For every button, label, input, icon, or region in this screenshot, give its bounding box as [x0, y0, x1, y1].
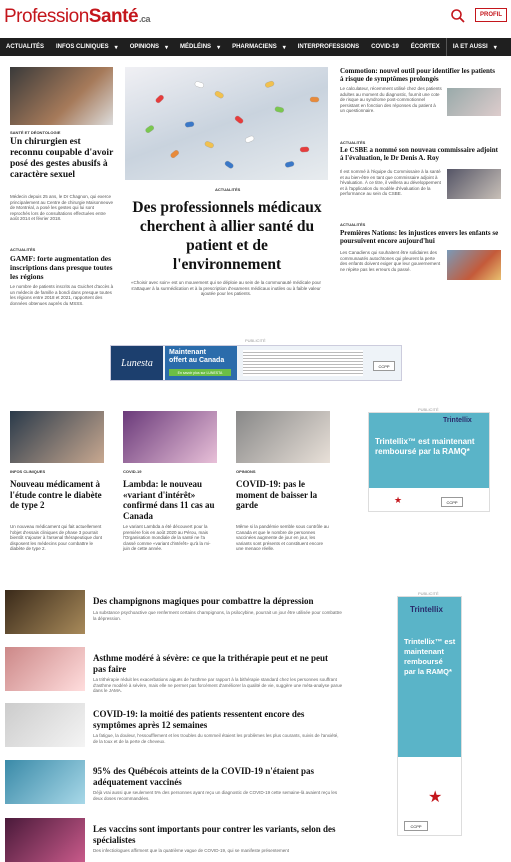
pill-shape: [265, 80, 275, 88]
ad-brand: Trintellix: [410, 605, 443, 614]
star-logo-icon: ★: [394, 495, 403, 505]
pill-shape: [204, 141, 214, 149]
nav-item[interactable]: [50, 44, 124, 51]
card-title[interactable]: COVID-19: pas le moment de baisser la garde: [236, 479, 318, 510]
card-image[interactable]: [236, 411, 330, 463]
list-title[interactable]: COVID-19: la moitié des patients ressentent encore des symptômes après 12 semaines: [93, 709, 305, 730]
nav-item[interactable]: [447, 44, 503, 51]
logo-suffix: .ca: [139, 14, 151, 24]
pill-shape: [155, 94, 165, 104]
ad-line-2: offert au Canada: [169, 357, 225, 364]
list-image[interactable]: [5, 647, 85, 691]
chevron-down-icon: ▾: [217, 44, 221, 51]
nav-item[interactable]: [292, 44, 365, 50]
main-nav: [0, 38, 511, 56]
hero-summary: «Choisir avec soin» est un mouvement qui se déploie au sein de la communauté médicale pour s'attaquer à la surmédication et à la prescription d'examens médicaux inutiles ou à faible valeur ajoutée pour les patients.: [130, 280, 322, 296]
profile-button[interactable]: PROFIL: [475, 8, 507, 22]
ccpp-badge: CCPP: [373, 361, 395, 371]
list-summary: Déjà vrai aussi que seulement 5% des personnes ayant reçu un diagnostic de COVID-19 cette semaine-là avaient reçu les deux doses recommandées.: [93, 790, 338, 801]
pill-shape: [300, 147, 309, 152]
pill-shape: [194, 81, 204, 89]
ad-line-4: par la RAMQ*: [418, 446, 470, 456]
list-title[interactable]: 95% des Québécois atteints de la COVID-19 n'étaient pas adéquatement vaccinés: [93, 766, 314, 787]
ccpp-badge: CCPP: [441, 497, 463, 507]
ad-label: PUBLICITÉ: [245, 338, 266, 343]
card-image[interactable]: [123, 411, 217, 463]
nav-item-label: PHARMACIENS: [232, 44, 277, 50]
article-category: SANTÉ ET DÉONTOLOGIE: [10, 130, 61, 135]
article-title[interactable]: GAMF: forte augmentation des inscriptions dans presque toutes les régions: [10, 254, 113, 281]
nav-item[interactable]: [0, 44, 50, 50]
article-title[interactable]: Le CSBE a nommé son nouveau commissaire adjoint à l'évaluation, le Dr Denis A. Roy: [340, 146, 498, 162]
ad-line-3: remboursé: [404, 657, 443, 666]
pill-shape: [185, 121, 195, 127]
article-image[interactable]: [447, 169, 501, 199]
list-title[interactable]: Les vaccins sont importants pour contrer les variants, selon des spécialistes: [93, 824, 336, 845]
logo-text: Profession: [4, 6, 89, 27]
lunesta-banner-ad[interactable]: [110, 345, 402, 381]
nav-item-label: INFOS CLINIQUES: [56, 44, 109, 50]
list-summary: La substance psychoactive que renferment certains champignons, la psilocybine, pourrait un jour être utilisée pour combattre la dépression.: [93, 610, 342, 621]
card-image[interactable]: [10, 411, 104, 463]
article-category: ACTUALITÉS: [340, 140, 366, 145]
header: [0, 0, 511, 38]
article-summary: Le calculateur, récemment utilisé chez des patients adultes au moment du diagnostic, fournit une cote de risque au syndrome post-commotionnel persistant en fonction des réponses du patient à un questionnaire.: [340, 86, 442, 113]
site-logo[interactable]: [4, 6, 150, 28]
article-category: ACTUALITÉS: [340, 222, 366, 227]
hero-title[interactable]: Des professionnels médicaux cherchent à allier santé du patient et de l'environnement: [132, 199, 322, 273]
list-title[interactable]: Asthme modéré à sévère: ce que la trithérapie peut et ne peut pas faire: [93, 653, 329, 674]
pill-shape: [214, 90, 224, 99]
list-summary: La fatigue, la douleur, l'essoufflement et les troubles du sommeil étaient les problèmes les plus courants, suivis de l'anxiété, de la toux et de la perte de cheveux.: [93, 733, 339, 744]
ad-label: PUBLICITÉ: [418, 407, 439, 412]
ad-brand: Lunesta: [111, 346, 163, 380]
card-summary: Un nouveau médicament qui fait actuellement l'objet d'essais cliniques de phase 3 pourrait bientôt s'ajouter à l'arsenal thérapeutique dont disposent les médecins pour combattre le diabète de type 2.: [10, 524, 103, 551]
pills-illustration: [125, 67, 328, 180]
star-logo-icon: ★: [428, 789, 443, 806]
ad-line-1: Trintellix™ est: [404, 637, 456, 646]
pill-shape: [245, 135, 255, 143]
trintellix-ad-1[interactable]: [368, 412, 490, 512]
pill-shape: [274, 106, 284, 113]
chevron-down-icon: ▾: [165, 44, 169, 51]
nav-item[interactable]: [174, 44, 226, 51]
nav-item[interactable]: [226, 44, 292, 51]
card-category: COVID-19: [123, 469, 142, 474]
card-title[interactable]: Lambda: le nouveau «variant d'intérêt» confirmé dans 11 cas au Canada: [123, 479, 215, 521]
card-title[interactable]: Nouveau médicament à l'étude contre le diabète de type 2: [10, 479, 102, 510]
pill-shape: [310, 97, 319, 102]
ccpp-badge: CCPP: [404, 821, 428, 831]
ad-line-4: par la RAMQ*: [404, 667, 452, 676]
chevron-down-icon: ▾: [493, 44, 497, 51]
chevron-down-icon: ▾: [114, 44, 118, 51]
list-image[interactable]: [5, 818, 85, 862]
nav-item-label: ACTUALITÉS: [6, 44, 44, 50]
card-summary: Même si la pandémie semble sous contrôle au Canada et que le nombre de personnes vaccinées augmente de jour en jour, les variants sont présents et constituent encore une menace réelle.: [236, 524, 329, 551]
pill-shape: [224, 160, 234, 169]
ad-line-2: maintenant: [431, 437, 475, 446]
ad-line-3: remboursé: [375, 446, 417, 456]
logo-accent: Santé: [88, 6, 139, 27]
nav-item-label: INTERPROFESSIONS: [297, 44, 360, 50]
nav-item[interactable]: [365, 44, 405, 50]
card-category: INFOS CLINIQUES: [10, 469, 46, 474]
nav-item[interactable]: [124, 44, 174, 51]
article-category: ACTUALITÉS: [10, 247, 36, 252]
pill-shape: [285, 161, 295, 168]
nav-item-label: IA ET AUSSI: [452, 44, 488, 50]
pill-shape: [145, 124, 155, 133]
ad-fine-print: [243, 350, 363, 376]
ad-cta[interactable]: En savoir plus sur LUNESTA: [169, 369, 231, 376]
search-icon[interactable]: [450, 8, 466, 24]
nav-item-label: COVID-19: [371, 44, 399, 50]
article-summary: Le nombre de patients inscrits au Guichet d'accès à un médecin de famille a bondi dans presque toutes les régions entre 2018 et 2021, rapportent des données obtenues auprès du MSSS.: [10, 284, 114, 306]
article-summary: Il est nommé à l'équipe du Commissaire à la santé et au bien-être en tant que commissaire adjoint à l'évaluation. À ce titre, il veillera au développement et à l'application du modèle d'évaluation de la performance au sein du CSBE.: [340, 169, 441, 196]
article-summary: Médecin depuis 25 ans, le Dr Chagnon, qui exerce principalement au Centre de chirurgie Maisonneuve de Montréal, a posé les gestes qui lui sont reprochés lors de consultations effectuées entre août 2014 et février 2018.: [10, 194, 114, 221]
card-category: OPINIONS: [236, 469, 256, 474]
ad-line-1: Maintenant: [169, 349, 206, 356]
nav-item[interactable]: [405, 44, 446, 50]
article-image[interactable]: [10, 67, 113, 125]
ad-brand: Trintellix: [443, 417, 472, 424]
nav-item-label: ÉCORTEX: [410, 44, 440, 50]
article-title[interactable]: Un chirurgien est reconnu coupable d'avoir posé des gestes abusifs à caractère sexuel: [10, 137, 114, 180]
ad-line-1: Trintellix™ est: [375, 437, 430, 446]
article-title[interactable]: Commotion: nouvel outil pour identifier les patients à risque de symptômes prolongés: [340, 67, 495, 83]
pill-shape: [234, 115, 244, 125]
chevron-down-icon: ▾: [282, 44, 286, 51]
article-image[interactable]: [447, 88, 501, 116]
card-summary: Le variant Lambda a été découvert pour la première fois en août 2020 au Pérou, mais l'Organisation mondiale de la santé ne l'a classé comme «variant d'intérêt» qu'à la mi-juin de cette année.: [123, 524, 211, 551]
list-title[interactable]: Des champignons magiques pour combattre la dépression: [93, 596, 314, 606]
list-image[interactable]: [5, 590, 85, 634]
pill-shape: [170, 149, 180, 159]
article-image[interactable]: [447, 250, 501, 280]
nav-item-label: MÉDLÉINS: [180, 44, 212, 50]
hero-category: ACTUALITÉS: [215, 187, 241, 192]
list-summary: Des infectiologues affirment que la quatrième vague de COVID-19, qui se manifeste présentement: [93, 848, 290, 853]
article-summary: Les Canadiens qui souhaitent être solidaires des communautés autochtones qui pleurent la perte des enfants doivent exiger que leur gouvernement ne répète pas les erreurs du passé.: [340, 250, 441, 272]
list-image[interactable]: [5, 760, 85, 804]
ad-line-2: maintenant: [404, 647, 445, 656]
list-image[interactable]: [5, 703, 85, 747]
article-title[interactable]: Premières Nations: les injustices envers les enfants se poursuivent encore aujourd'hui: [340, 229, 499, 245]
trintellix-ad-2[interactable]: [397, 596, 462, 836]
nav-item-label: OPINIONS: [129, 44, 160, 50]
ad-label: PUBLICITÉ: [418, 591, 439, 596]
list-summary: La trithérapie réduit les exacerbations aiguës de l'asthme par rapport à la bithérapie standard chez les personnes souffrant d'asthme modéré à sévère, mais elle ne permet pas forcément d'améliorer la qualité de vie, suggère une méta-analyse parue dans le JAMA.: [93, 677, 343, 693]
